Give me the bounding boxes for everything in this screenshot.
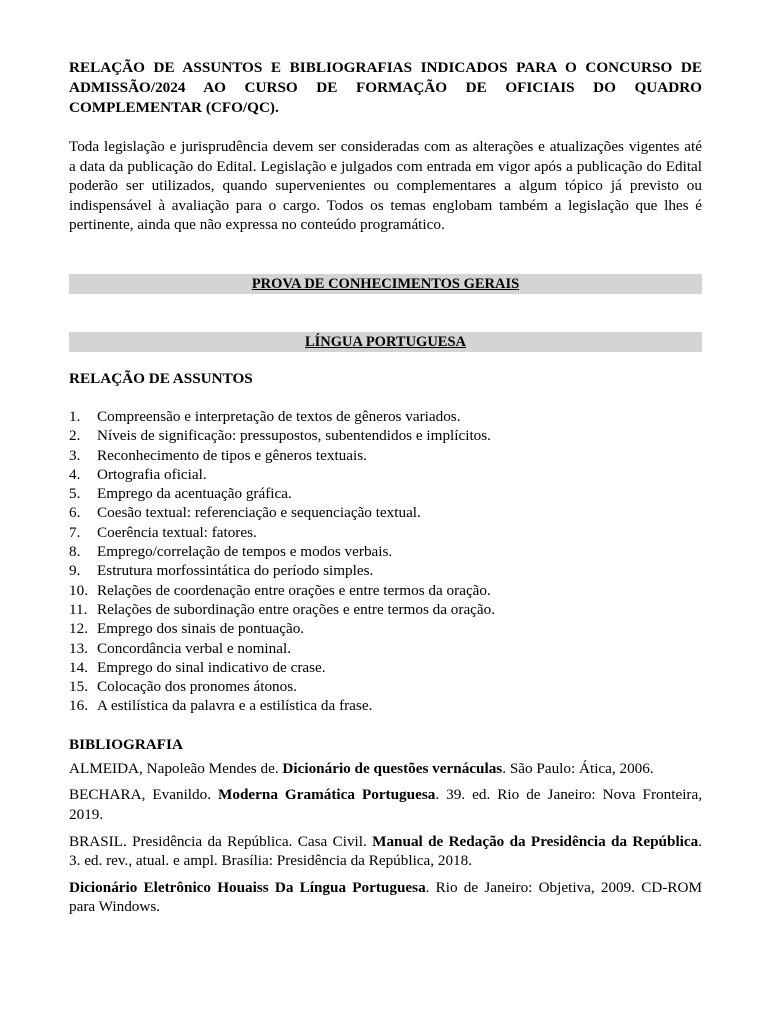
reference-entry <box>69 785 702 824</box>
topic-number: 5. <box>69 485 81 503</box>
reference-line <box>69 785 702 805</box>
topic-text: Níveis de significação: pressupostos, subentendidos e implícitos. <box>97 427 491 445</box>
reference-line: 2019. <box>69 805 104 823</box>
document-title <box>69 58 702 118</box>
list-item <box>69 639 702 658</box>
reference-details: . São Paulo: Ática, 2006. <box>502 759 654 777</box>
bibliography-list <box>69 759 702 917</box>
topic-text: Relações de subordinação entre orações e entre termos da oração. <box>97 600 496 618</box>
reference-line <box>69 832 702 852</box>
reference-line: 3. ed. rev., atual. e ampl. Brasília: Presidência da República, 2018. <box>69 852 473 870</box>
topic-number: 2. <box>69 427 81 445</box>
document-page <box>69 58 702 924</box>
title-line: COMPLEMENTAR (CFO/QC). <box>69 99 279 116</box>
reference-entry <box>69 759 702 779</box>
reference-line: para Windows. <box>69 898 161 916</box>
reference-line <box>69 759 702 779</box>
topics-heading: RELAÇÃO DE ASSUNTOS <box>69 369 253 387</box>
reference-details: . <box>698 832 703 850</box>
topic-number: 16. <box>69 697 88 715</box>
reference-title: Moderna Gramática Portuguesa <box>218 786 436 804</box>
topic-text: Emprego/correlação de tempos e modos verbais. <box>97 543 393 561</box>
list-item <box>69 542 702 561</box>
list-item <box>69 426 702 445</box>
reference-title: Dicionário de questões vernáculas <box>282 759 503 777</box>
topic-text: A estilística da palavra e a estilística da frase. <box>97 697 373 715</box>
list-item <box>69 407 702 426</box>
list-item <box>69 581 702 600</box>
intro-paragraph <box>69 137 702 235</box>
reference-entry <box>69 832 702 871</box>
list-item <box>69 465 702 484</box>
topic-text: Coesão textual: referenciação e sequenciação textual. <box>97 504 421 522</box>
topic-number: 6. <box>69 504 81 522</box>
topic-text: Coerência textual: fatores. <box>97 523 257 541</box>
topic-text: Estrutura morfossintática do período simples. <box>97 562 374 580</box>
topic-number: 13. <box>69 639 88 657</box>
reference-title: Dicionário Eletrônico Houaiss Da Língua Portuguesa <box>69 878 426 896</box>
topic-number: 4. <box>69 465 81 483</box>
topic-number: 1. <box>69 407 81 425</box>
subject-band-label: LÍNGUA PORTUGUESA <box>304 333 467 350</box>
section-band-label: PROVA DE CONHECIMENTOS GERAIS <box>251 275 520 292</box>
topic-text: Emprego dos sinais de pontuação. <box>97 620 305 638</box>
intro-line: indispensável à avaliação para o cargo. Todos os temas englobam também a legislação que lhes é <box>69 196 702 214</box>
list-item <box>69 658 702 677</box>
list-item <box>69 523 702 542</box>
topic-text: Emprego da acentuação gráfica. <box>97 485 292 503</box>
topic-number: 15. <box>69 678 88 696</box>
intro-line: poderão ser utilizados, quando supervenientes ou complementares a algum tópico já previsto ou <box>69 177 702 195</box>
section-band <box>69 274 702 294</box>
topic-text: Colocação dos pronomes átonos. <box>97 678 297 696</box>
topics-list <box>69 407 702 716</box>
list-item <box>69 446 702 465</box>
topic-number: 9. <box>69 562 81 580</box>
topic-number: 12. <box>69 620 88 638</box>
list-item <box>69 677 702 696</box>
bibliography-heading: BIBLIOGRAFIA <box>69 735 183 753</box>
topic-number: 11. <box>69 600 88 618</box>
topic-number: 10. <box>69 581 88 599</box>
reference-line <box>69 878 702 898</box>
reference-author: ALMEIDA, Napoleão Mendes de. <box>69 759 279 777</box>
title-line: ADMISSÃO/2024 AO CURSO DE FORMAÇÃO DE OFICIAIS DO QUADRO <box>69 79 702 96</box>
topic-text: Concordância verbal e nominal. <box>97 639 291 657</box>
list-item <box>69 484 702 503</box>
reference-details: . 39. ed. Rio de Janeiro: Nova Fronteira, <box>435 786 703 804</box>
topic-number: 7. <box>69 523 81 541</box>
list-item <box>69 503 702 522</box>
reference-title: Manual de Redação da Presidência da República <box>372 832 699 850</box>
list-item <box>69 696 702 715</box>
list-item <box>69 561 702 580</box>
subject-band <box>69 332 702 352</box>
topic-number: 8. <box>69 543 81 561</box>
reference-author: BECHARA, Evanildo. <box>69 786 212 804</box>
reference-details: . Rio de Janeiro: Objetiva, 2009. CD-ROM <box>425 878 702 896</box>
reference-entry <box>69 878 702 917</box>
topic-text: Compreensão e interpretação de textos de gêneros variados. <box>97 407 461 425</box>
list-item <box>69 619 702 638</box>
reference-author: BRASIL. Presidência da República. Casa Civil. <box>69 832 367 850</box>
intro-line: Toda legislação e jurisprudência devem ser consideradas com as alterações e atualizações vigentes até <box>69 138 702 155</box>
topic-text: Ortografia oficial. <box>97 465 207 483</box>
list-item <box>69 600 702 619</box>
topic-number: 3. <box>69 446 81 464</box>
topic-text: Relações de coordenação entre orações e entre termos da oração. <box>97 581 491 599</box>
topic-number: 14. <box>69 658 88 676</box>
topic-text: Emprego do sinal indicativo de crase. <box>97 658 326 676</box>
title-line: RELAÇÃO DE ASSUNTOS E BIBLIOGRAFIAS INDICADOS PARA O CONCURSO DE <box>69 59 702 76</box>
intro-line: a data da publicação do Edital. Legislação e julgados com entrada em vigor após a publicação do Edital <box>69 157 702 175</box>
topic-text: Reconhecimento de tipos e gêneros textuais. <box>97 446 367 464</box>
intro-line: pertinente, ainda que não expressa no conteúdo programático. <box>69 216 445 234</box>
